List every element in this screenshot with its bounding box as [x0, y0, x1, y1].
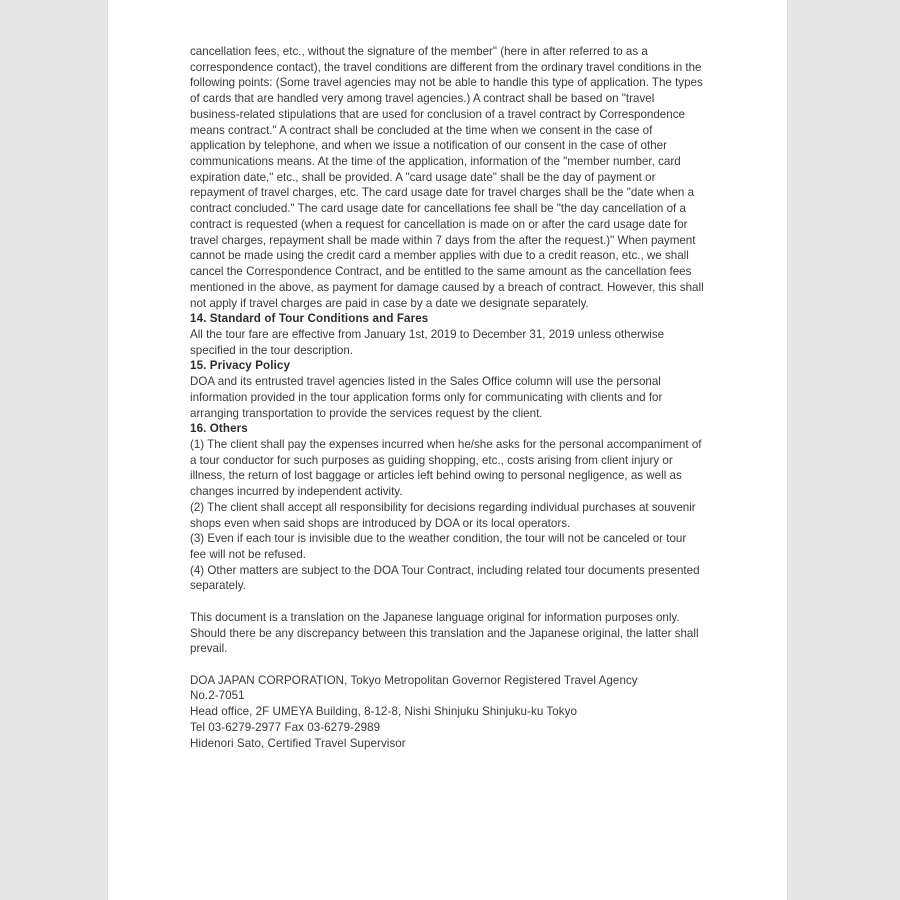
- heading-14-standard-of-tour-conditions-and-fares: 14. Standard of Tour Conditions and Fares: [190, 312, 429, 326]
- footer-spacer: [190, 657, 704, 673]
- paragraph-credit-card-terms: cancellation fees, etc., without the signature of the member" (here in after referred to as a correspondence contact), the travel conditions are different from the ordinary travel conditions in the following points: (Some travel agencies may not be able to handle this type of application. The types of cards that are handled very among travel agencies.) A contract shall be based on "travel business-related stipulations that are used for conclusion of a travel contract by Correspondence means contract." A contract shall be concluded at the time when we consent in the case of application by telephone, and when we issue a notification of our consent in the case of other communications means. At the time of the application, information of the "member number, card expiration date," etc., shall be provided. A "card usage date" shall be the day of payment or repayment of travel charges, etc. The card usage date for travel charges shall be the "date when a contract concluded." The card usage date for cancellations fee shall be "the day cancellation of a contract is requested (when a request for cancellation is made on or after the card usage date for travel charges, repayment shall be made within 7 days from the after the request.)" When payment cannot be made using the credit card a member applies with due to a credit reason, etc., we shall cancel the Correspondence Contract, and be entitled to the same amount as the cancellation fees mentioned in the above, as payment for damage caused by a breach of contract. However, this shall not apply if travel charges are paid in case by a date we designate separately.: [190, 45, 707, 310]
- paragraph-14-tour-fares: All the tour fare are effective from January 1st, 2019 to December 31, 2019 unless otherwise specified in the tour description.: [190, 327, 668, 357]
- paragraph-15-privacy-policy: DOA and its entrusted travel agencies listed in the Sales Office column will use the personal information provided in the tour application forms only for communicating with clients and for arranging transportation to provide the services request by the client.: [190, 375, 666, 420]
- page-content: [190, 44, 707, 751]
- paragraph-16-item-4: (4) Other matters are subject to the DOA Tour Contract, including related tour documents presented separately.: [190, 563, 703, 593]
- paragraph-16-item-1: (1) The client shall pay the expenses incurred when he/she asks for the personal accompaniment of a tour conductor for such purposes as guiding shopping, etc., costs arising from client injury or illness, the return of lost baggage or articles left behind owing to personal negligence, as well as changes incurred by independent activity.: [190, 437, 705, 499]
- heading-15-privacy-policy: 15. Privacy Policy: [190, 359, 291, 373]
- footer-company-name: DOA JAPAN CORPORATION, Tokyo Metropolitan Governor Registered Travel Agency: [190, 673, 638, 687]
- footer-registration-number: No.2-7051: [190, 689, 245, 703]
- paragraph-translation-disclaimer: This document is a translation on the Japanese language original for information purposes only. Should there be any discrepancy between this translation and the Japanese original, the latter shall prevail.: [190, 610, 702, 656]
- heading-16-others: 16. Others: [190, 422, 248, 436]
- paragraph-16-item-3: (3) Even if each tour is invisible due to the weather condition, the tour will not be canceled or tour fee will not be refused.: [190, 532, 690, 561]
- footer-tel-fax: Tel 03-6279-2977 Fax 03-6279-2989: [190, 720, 381, 734]
- footer-company-block: [190, 673, 704, 752]
- paragraph-16-item-2: (2) The client shall accept all responsibility for decisions regarding individual purchases at souvenir shops even when said shops are introduced by DOA or its local operators.: [190, 500, 699, 530]
- footer-head-office-address: Head office, 2F UMEYA Building, 8-12-8, Nishi Shinjuku Shinjuku-ku Tokyo: [190, 705, 577, 719]
- footer-travel-supervisor: Hidenori Sato, Certified Travel Supervisor: [190, 736, 406, 750]
- paragraph-spacer: [190, 594, 704, 610]
- document-page: [108, 0, 787, 900]
